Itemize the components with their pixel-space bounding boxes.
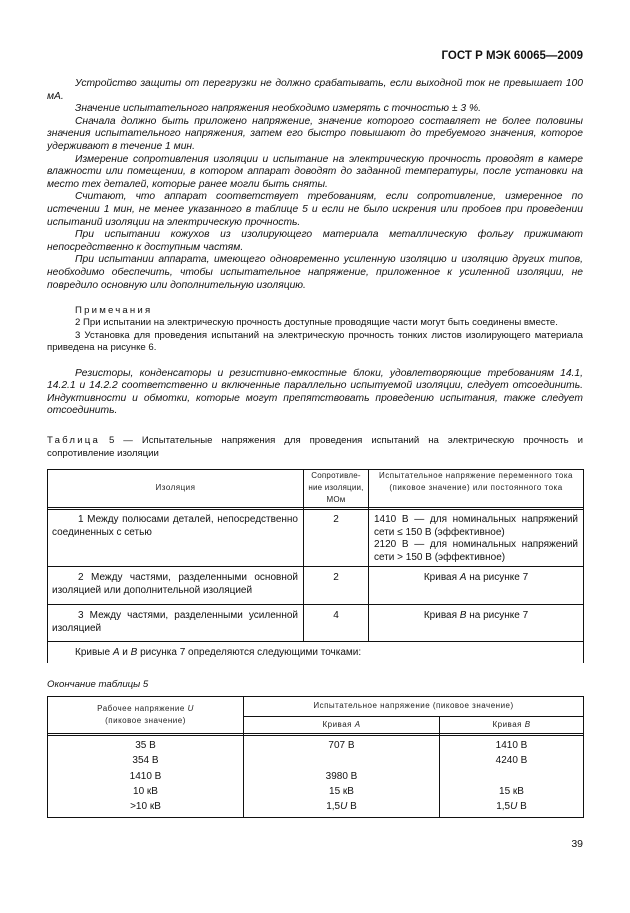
table-border bbox=[243, 716, 584, 717]
table-cell bbox=[369, 610, 583, 623]
text: 1,5 bbox=[496, 801, 511, 812]
paragraph: Сначала должно быть приложено напряжение, значение которого составляет не более половины значения испытательного напряжения, затем его быстро повышают до требуемого значения, которое удерживают в течение 1 мин. bbox=[47, 115, 583, 152]
variable: A bbox=[112, 647, 120, 658]
table-border bbox=[47, 566, 584, 567]
text: Кривая bbox=[423, 572, 460, 583]
variable: U bbox=[340, 801, 348, 812]
table-cell: 354 В bbox=[132, 755, 159, 767]
table-border bbox=[47, 817, 584, 818]
table-border bbox=[583, 696, 584, 818]
notes-block bbox=[47, 305, 583, 355]
table-cell bbox=[369, 572, 583, 585]
note-item: 2 При испытании на электрическую прочность доступные проводящие части могут быть соединены вместе. bbox=[75, 317, 558, 329]
table-caption-text: 5 — Испытательные напряжения для проведения испытаний на электрическую прочность и сопротивление изоляции bbox=[47, 435, 583, 459]
table-cell bbox=[244, 801, 439, 814]
page-number: 39 bbox=[571, 838, 583, 850]
table-cell: 1410 В bbox=[129, 770, 162, 782]
table-border bbox=[243, 696, 244, 818]
column-header bbox=[440, 719, 583, 731]
variable: A bbox=[459, 572, 467, 583]
table-border bbox=[47, 696, 584, 697]
paragraph: При испытании аппарата, имеющего одновременно усиленную изоляцию и изоляцию других типов, необходимо обеспечить, чтобы испытательное напряжение, приложенное к усиленной изоляции, не повредило основную или дополнительную изоляцию. bbox=[47, 254, 583, 291]
column-header bbox=[244, 719, 439, 731]
table-cell: 2 bbox=[333, 514, 339, 525]
paragraph: Значение испытательного напряжения необходимо измерять с точностью ± 3 %. bbox=[75, 103, 481, 115]
table-cell: 4 bbox=[333, 610, 339, 621]
table-border bbox=[47, 641, 584, 642]
text: на рисунке 7 bbox=[466, 572, 529, 583]
column-group-header: Испытательное напряжение (пиковое значение) bbox=[313, 701, 514, 710]
table-cell: 2 bbox=[333, 572, 339, 583]
table-border bbox=[47, 735, 584, 736]
text: Рабочее напряжение bbox=[97, 704, 188, 713]
table-cell: 1410 В bbox=[495, 740, 528, 751]
column-header bbox=[48, 703, 243, 727]
variable: U bbox=[510, 801, 518, 812]
text: Кривые bbox=[75, 647, 113, 658]
table-cell: 3980 В bbox=[325, 770, 358, 782]
table-cell bbox=[440, 801, 583, 814]
paragraph: Измерение сопротивления изоляции и испытание на электрическую прочность проводят в камере влажности или помещении, в котором аппарат доводят до заданной температуры, после установки на место тех деталей, которые ранее могли быть сняты. bbox=[47, 153, 583, 190]
variable: B bbox=[130, 647, 138, 658]
table-cell: 2 Между частями, разделенными основной изоляцией или дополнительной изоляцией bbox=[52, 572, 298, 596]
table-cell bbox=[374, 514, 578, 564]
variable: B bbox=[459, 610, 467, 621]
variable: A bbox=[354, 720, 361, 729]
voltage-line: 2120 В — для номинальных напряжений сети > 150 В (эффективное) bbox=[374, 539, 578, 563]
text: (пиковое значение) bbox=[105, 716, 186, 725]
table-cell: 35 В bbox=[135, 740, 156, 751]
text: Кривая bbox=[322, 720, 355, 729]
document-id-header: ГОСТ Р МЭК 60065—2009 bbox=[441, 50, 583, 62]
table-border bbox=[47, 604, 584, 605]
paragraph: При испытании кожухов из изолирующего материала металлическую фольгу прижимают непосредственно к доступным частям. bbox=[47, 229, 583, 253]
paragraph: Устройство защиты от перегрузки не должно срабатывать, если выходной ток не превышает 100 мА. bbox=[47, 78, 583, 102]
column-header: Сопротивле-ние изоляции, МОм bbox=[308, 471, 364, 504]
table-cell: 707 В bbox=[328, 740, 355, 751]
text: Кривая bbox=[423, 610, 460, 621]
table-cell: 3 Между частями, разделенными усиленной изоляцией bbox=[52, 610, 298, 634]
table-cell: 10 кВ bbox=[133, 785, 158, 797]
table-border bbox=[47, 509, 584, 510]
note-item: 3 Установка для проведения испытаний на электрическую прочность тонких листов изолирующего материала приведена на рисунке 6. bbox=[47, 329, 583, 354]
notes-title: Примечания bbox=[75, 304, 153, 316]
variable: B bbox=[524, 720, 531, 729]
text: Кривая bbox=[492, 720, 525, 729]
table-border bbox=[47, 469, 48, 663]
table-caption-label: Таблица bbox=[47, 435, 101, 446]
table-cell: 1 Между полюсами деталей, непосредственно соединенных с сетью bbox=[52, 514, 298, 538]
voltage-line: 1410 В — для номинальных напряжений сети ≤ 150 В (эффективное) bbox=[374, 514, 578, 538]
variable: U bbox=[187, 704, 194, 713]
text: рисунка 7 определяются следующими точками: bbox=[137, 647, 362, 658]
table-cell: 15 кВ bbox=[499, 785, 524, 797]
table-continuation-caption: Окончание таблицы 5 bbox=[47, 679, 149, 690]
paragraph: Резисторы, конденсаторы и резистивно-емкостные блоки, удовлетворяющие требованиям 14.1, 14.2.1 и 14.2.2 соответственно и включенные параллельно испытуемой изоляции, следует отсоединить. Индуктивности и обмотки, которые могут препятствовать проведению испытания, также следует отсоединить. bbox=[47, 367, 583, 417]
table-cell: 4240 В bbox=[495, 755, 528, 767]
table-cell: 15 кВ bbox=[329, 785, 354, 797]
table-border bbox=[47, 507, 584, 508]
table-cell: >10 кВ bbox=[130, 801, 161, 812]
column-header: Изоляция bbox=[155, 483, 196, 492]
table-caption bbox=[47, 434, 583, 460]
text: В bbox=[347, 801, 357, 812]
paragraph: Считают, что аппарат соответствует требованиям, если сопротивление, измеренное по истечении 1 мин, не менее указанного в таблице 5 и если не было искрения или пробоев при проведении испытаний изоляции на электрическую прочность. bbox=[47, 191, 583, 228]
text: 1,5 bbox=[326, 801, 341, 812]
text: В bbox=[517, 801, 527, 812]
body-text bbox=[47, 78, 583, 418]
table-border bbox=[47, 733, 584, 734]
column-header: Испытательное напряжение переменного тока (пиковое значение) или постоянного тока bbox=[378, 471, 574, 492]
text: и bbox=[119, 647, 131, 658]
table-border bbox=[583, 469, 584, 663]
curves-note bbox=[75, 647, 575, 660]
text: на рисунке 7 bbox=[466, 610, 529, 621]
